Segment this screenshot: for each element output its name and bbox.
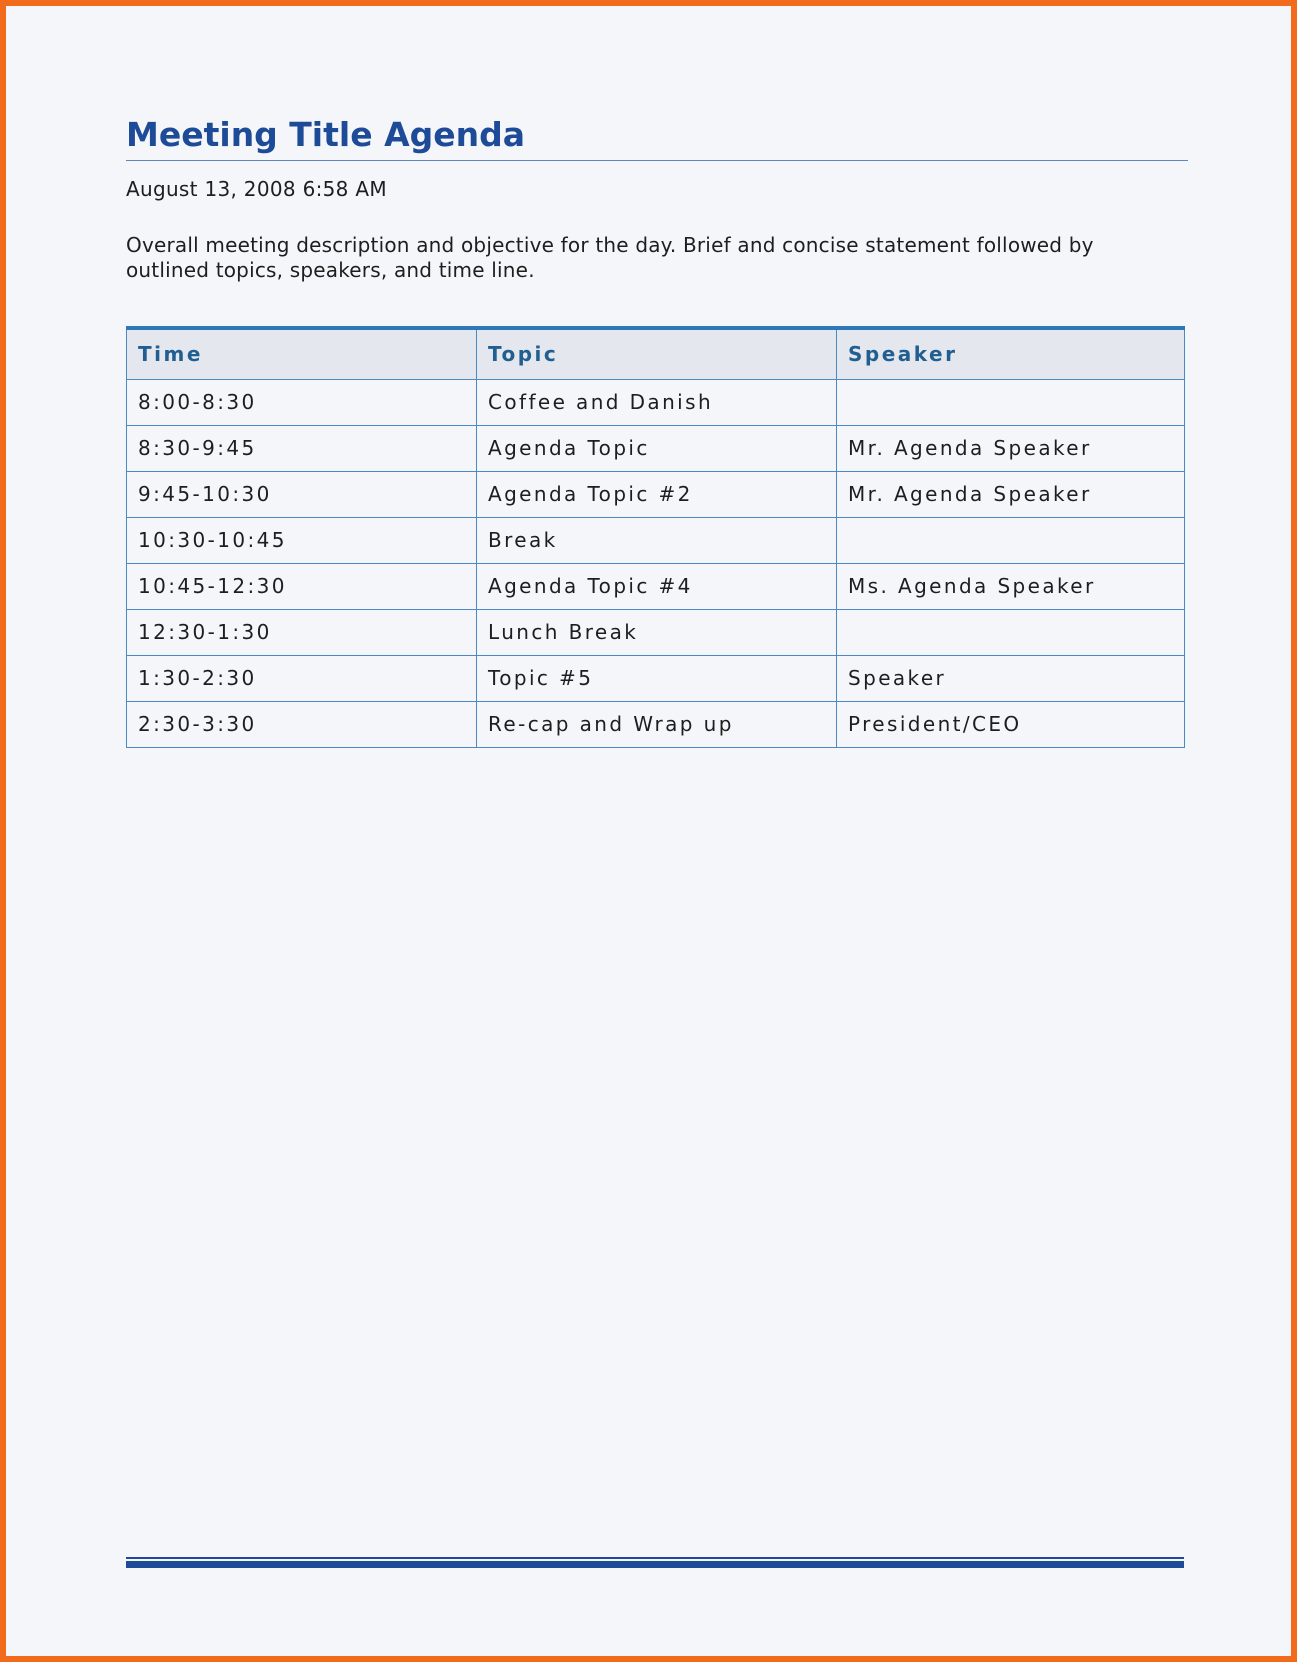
- agenda-table: [126, 326, 1185, 748]
- cell-time: 9:45-10:30: [127, 471, 477, 517]
- footer-divider: [126, 1557, 1184, 1568]
- cell-speaker: Mr. Agenda Speaker: [837, 471, 1185, 517]
- cell-time: 10:30-10:45: [127, 517, 477, 563]
- header-topic: Topic: [477, 328, 837, 379]
- table-row: [127, 379, 1185, 425]
- document-body: [126, 115, 1188, 736]
- cell-speaker: Ms. Agenda Speaker: [837, 563, 1185, 609]
- table-row: [127, 701, 1185, 747]
- cell-topic: Lunch Break: [477, 609, 837, 655]
- agenda-header-row: [127, 328, 1185, 379]
- header-time: Time: [127, 328, 477, 379]
- cell-speaker: Mr. Agenda Speaker: [837, 425, 1185, 471]
- cell-speaker: [837, 609, 1185, 655]
- table-row: [127, 471, 1185, 517]
- cell-speaker: [837, 517, 1185, 563]
- cell-time: 8:30-9:45: [127, 425, 477, 471]
- page-title: Meeting Title Agenda: [126, 115, 525, 154]
- cell-speaker: President/CEO: [837, 701, 1185, 747]
- header-speaker: Speaker: [837, 328, 1185, 379]
- cell-time: 2:30-3:30: [127, 701, 477, 747]
- cell-topic: Break: [477, 517, 837, 563]
- cell-time: 10:45-12:30: [127, 563, 477, 609]
- table-row: [127, 609, 1185, 655]
- table-row: [127, 563, 1185, 609]
- table-row: [127, 517, 1185, 563]
- cell-speaker: [837, 379, 1185, 425]
- cell-time: 12:30-1:30: [127, 609, 477, 655]
- cell-topic: Re-cap and Wrap up: [477, 701, 837, 747]
- table-row: [127, 425, 1185, 471]
- title-divider: [126, 160, 1188, 161]
- cell-speaker: Speaker: [837, 655, 1185, 701]
- meeting-description: Overall meeting description and objective for the day. Brief and concise statement followed by outlined topics, speakers, and time line.: [126, 232, 1094, 282]
- cell-time: 1:30-2:30: [127, 655, 477, 701]
- footer-divider-thick-line: [126, 1561, 1184, 1568]
- cell-topic: Coffee and Danish: [477, 379, 837, 425]
- meeting-date: August 13, 2008 6:58 AM: [126, 176, 387, 201]
- table-row: [127, 655, 1185, 701]
- cell-time: 8:00-8:30: [127, 379, 477, 425]
- cell-topic: Topic #5: [477, 655, 837, 701]
- cell-topic: Agenda Topic #4: [477, 563, 837, 609]
- cell-topic: Agenda Topic #2: [477, 471, 837, 517]
- cell-topic: Agenda Topic: [477, 425, 837, 471]
